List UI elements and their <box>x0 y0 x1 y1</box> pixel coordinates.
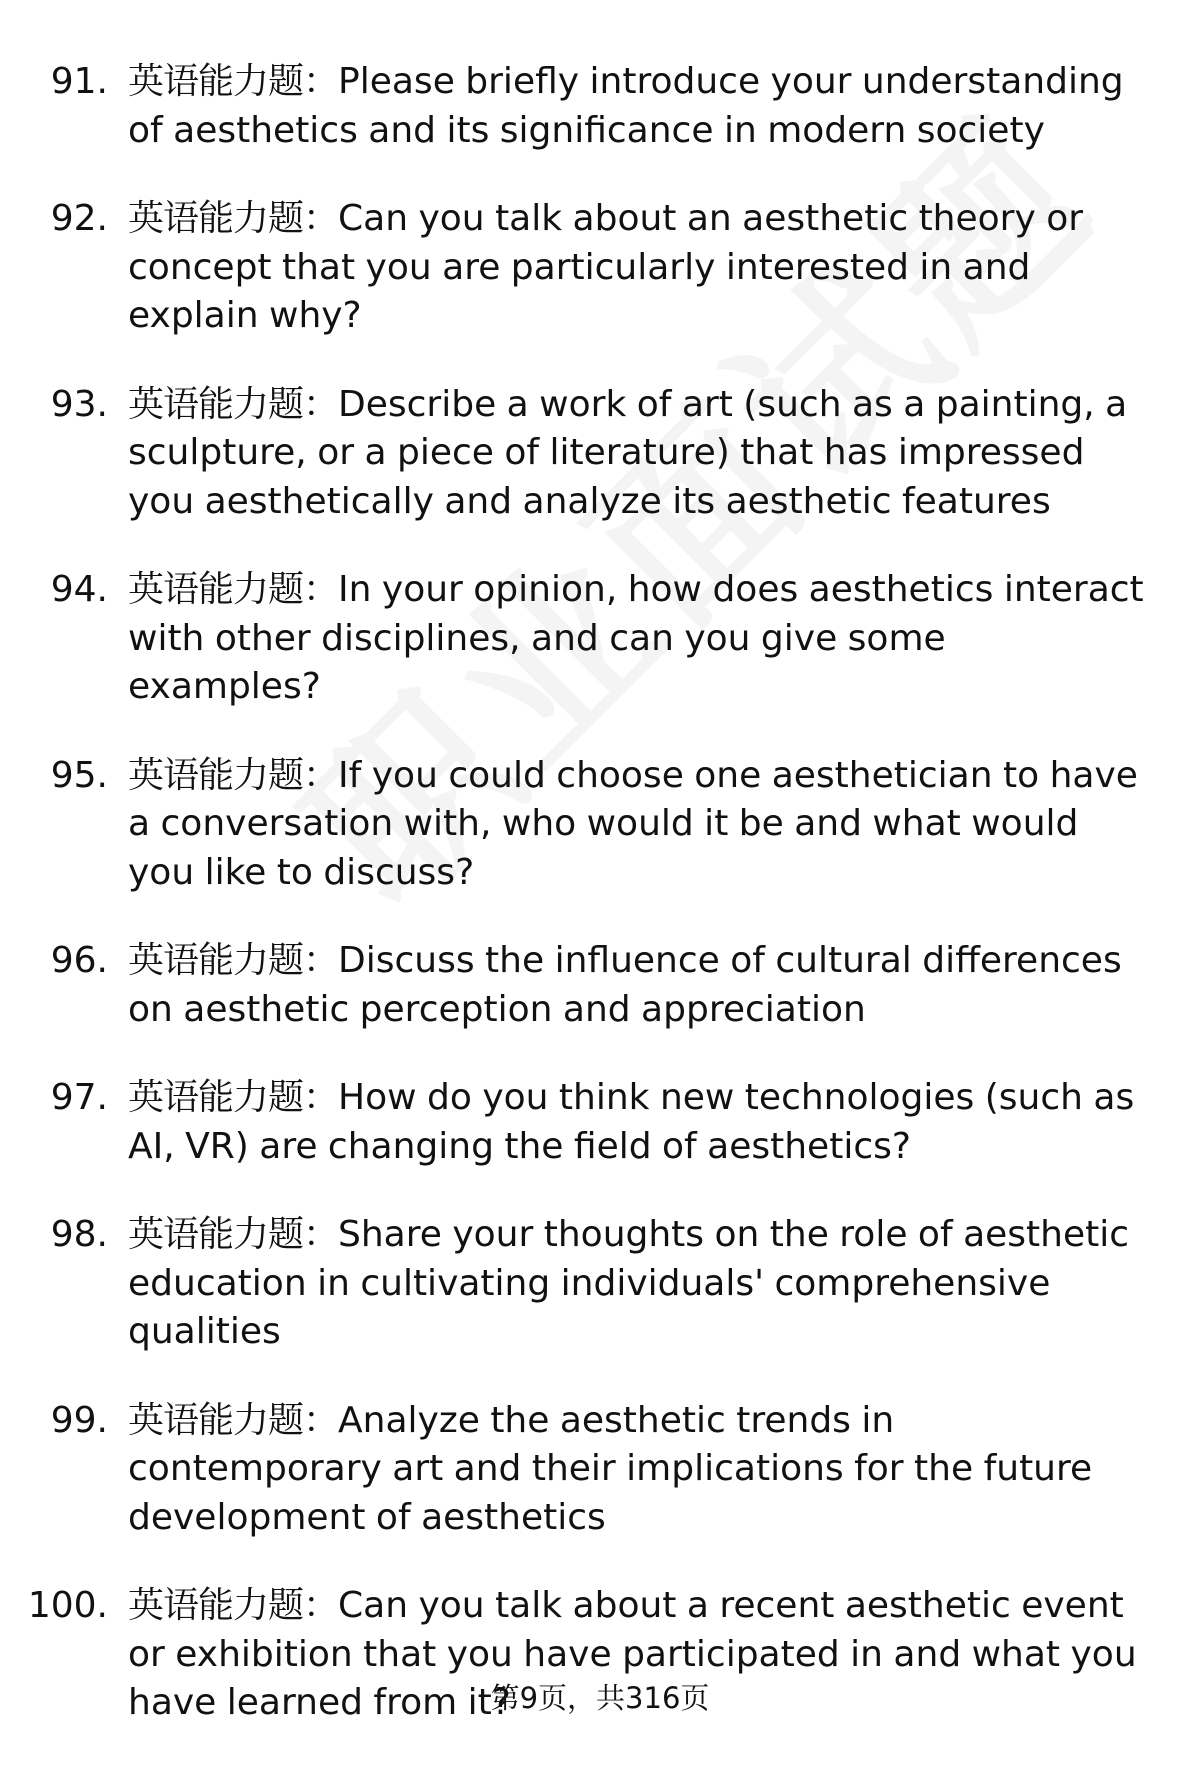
question-body <box>128 937 1148 1034</box>
question-item <box>0 752 1200 898</box>
question-text: Share your thoughts on the role of aesthetic education in cultivating individuals' comprehensive qualities <box>128 1214 1130 1352</box>
question-number: 95. <box>50 754 108 796</box>
question-text: Can you talk about a recent aesthetic event or exhibition that you have participated in and what you have learned from it? <box>128 1585 1137 1723</box>
question-number: 94. <box>50 569 108 610</box>
question-category: 英语能力题： <box>128 61 339 102</box>
question-body <box>128 1211 1148 1357</box>
question-number: 98. <box>50 1214 108 1255</box>
question-category: 英语能力题： <box>128 383 339 425</box>
question-category: 英语能力题： <box>128 1214 339 1255</box>
question-text: Analyze the aesthetic trends in contemporary art and their implications for the future development of aesthetics <box>128 1399 1093 1538</box>
question-category: 英语能力题： <box>128 198 339 239</box>
question-category: 英语能力题： <box>128 940 339 981</box>
question-list <box>0 58 1200 1768</box>
question-category: 英语能力题： <box>128 1585 339 1626</box>
question-body <box>128 752 1148 898</box>
question-body <box>128 566 1148 712</box>
question-category: 英语能力题： <box>128 569 339 610</box>
question-number: 99. <box>50 1399 108 1441</box>
question-text: Discuss the influence of cultural differences on aesthetic perception and appreciation <box>128 940 1122 1030</box>
question-number: 91. <box>50 61 108 102</box>
question-body <box>128 58 1148 155</box>
question-number: 97. <box>50 1077 108 1118</box>
question-text: Describe a work of art (such as a painting, a sculpture, or a piece of literature) that has impressed you aesthetically and analyze its aesthetic features <box>128 383 1128 522</box>
question-text: If you could choose one aesthetician to have a conversation with, who would it be and what would you like to discuss? <box>128 754 1138 893</box>
page-footer: 第9页，共316页 <box>490 1681 710 1715</box>
question-body <box>128 1074 1148 1171</box>
question-item <box>0 58 1200 155</box>
question-body <box>128 1397 1148 1543</box>
question-category: 英语能力题： <box>128 754 339 796</box>
question-item <box>0 937 1200 1034</box>
question-category: 英语能力题： <box>128 1077 339 1118</box>
question-item <box>0 195 1200 341</box>
question-text: Can you talk about an aesthetic theory or concept that you are particularly interested in and explain why? <box>128 198 1084 336</box>
question-category: 英语能力题： <box>128 1399 339 1441</box>
question-item <box>0 566 1200 712</box>
question-item <box>0 1074 1200 1171</box>
question-body <box>128 381 1148 527</box>
question-item <box>0 1211 1200 1357</box>
question-number: 92. <box>50 198 108 239</box>
question-number: 96. <box>50 940 108 981</box>
question-item <box>0 381 1200 527</box>
question-item <box>0 1397 1200 1543</box>
question-text: Please briefly introduce your understanding of aesthetics and its significance in modern society <box>128 61 1124 151</box>
question-text: In your opinion, how does aesthetics interact with other disciplines, and can you give some examples? <box>128 569 1144 707</box>
question-number: 93. <box>50 383 108 425</box>
question-body <box>128 195 1148 341</box>
question-number: 100. <box>27 1585 108 1626</box>
question-text: How do you think new technologies (such as AI, VR) are changing the field of aesthetics? <box>128 1077 1135 1167</box>
